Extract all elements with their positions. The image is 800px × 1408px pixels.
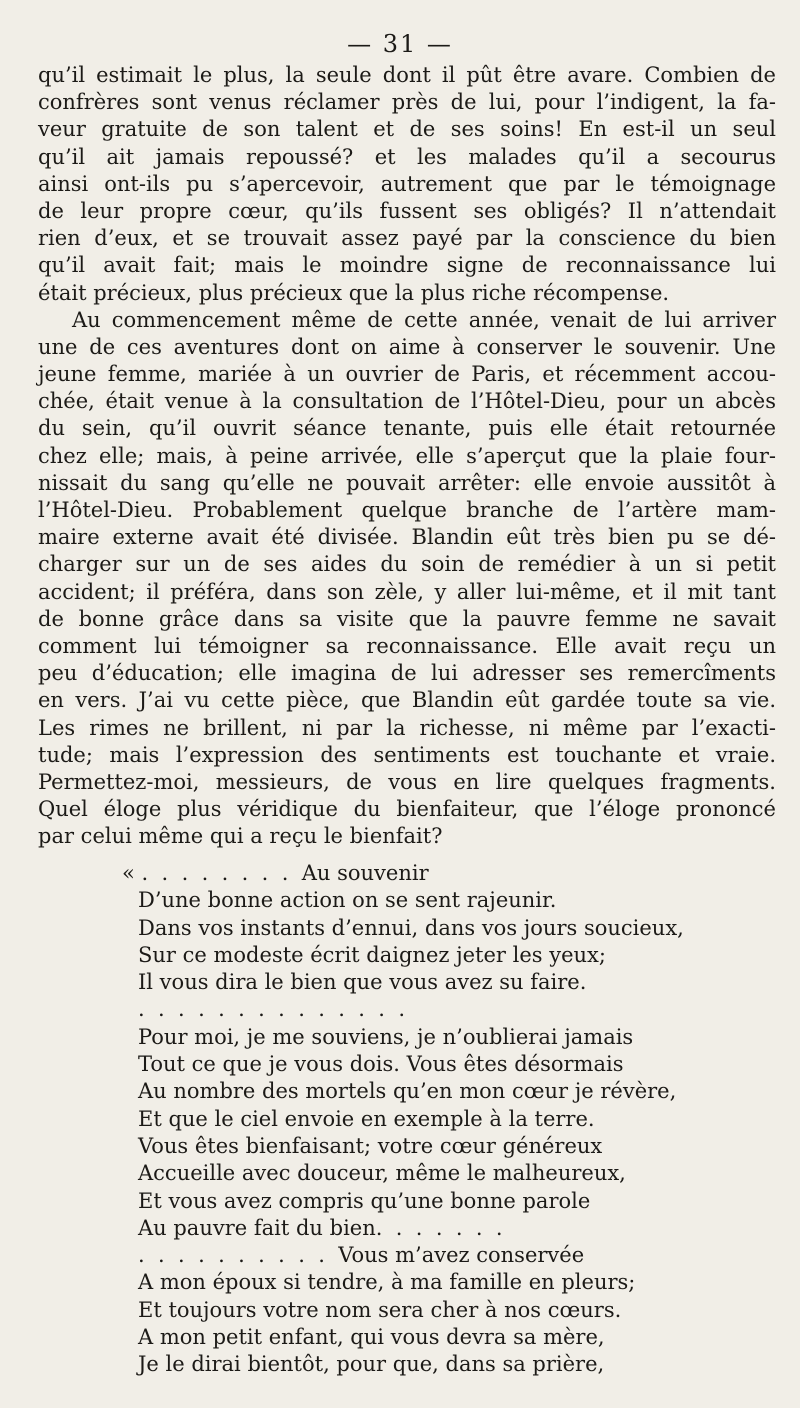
text-line: qu’il ait jamais repoussé? et les malades qu’il a secourus (38, 144, 776, 169)
text-line: était précieux, plus précieux que la plus riche récompense. (38, 280, 670, 305)
text-line: Les rimes ne brillent, ni par la richesse, ni même par l’exacti- (38, 715, 776, 740)
text-line: maire externe avait été divisée. Blandin eût très bien pu se dé- (38, 525, 776, 550)
text-line: Quel éloge plus véridique du bienfaiteur, que l’éloge prononcé (38, 797, 776, 822)
text-line: comment lui témoigner sa reconnaissance. Elle avait reçu un (38, 633, 776, 658)
text-line: chée, était venue à la consultation de l’Hôtel-Dieu, pour un abcès (38, 389, 776, 414)
verse-line: D’une bonne action on se sent rajeunir. (138, 888, 557, 913)
verse-line: Vous êtes bienfaisant; votre cœur généreux (138, 1133, 603, 1158)
text-line: confrères sont venus réclamer près de lui, pour l’indigent, la fa- (38, 90, 776, 115)
ellipsis-line: . . . . . . . . . . . . . . (138, 997, 406, 1022)
text-line: charger sur un de ses aides du soin de remédier à un si petit (38, 552, 776, 577)
prose-body (38, 62, 776, 850)
text-line: rien d’eux, et se trouvait assez payé par la conscience du bien (38, 226, 776, 251)
text-line: du sein, qu’il ouvrit séance tenante, puis elle était retournée (38, 416, 776, 441)
text-line: jeune femme, mariée à un ouvrier de Paris, et récemment accou- (38, 362, 776, 387)
text-line: qu’il avait fait; mais le moindre signe de reconnaissance lui (38, 253, 776, 278)
text-line: peu d’éducation; elle imagina de lui adresser ses remercîments (38, 661, 776, 686)
verse-line: Et que le ciel envoie en exemple à la terre. (138, 1106, 595, 1131)
text-line: nissait du sang qu’elle ne pouvait arrêter: elle envoie aussitôt à (38, 470, 776, 495)
verse-line: « . . . . . . . . Au souvenir (122, 861, 429, 885)
text-line: tude; mais l’expression des sentiments est touchante et vraie. (38, 742, 776, 767)
verse-line: Pour moi, je me souviens, je n’oublierai jamais (138, 1024, 634, 1049)
page-number: — 31 — (347, 30, 453, 58)
verse-line: Tout ce que je vous dois. Vous êtes désormais (138, 1052, 624, 1077)
text-line: accident; il préféra, dans son zèle, y aller lui-même, et il mit tant (38, 579, 776, 604)
verse-line: A mon petit enfant, qui vous devra sa mère, (138, 1325, 605, 1350)
text-line: de bonne grâce dans sa visite que la pauvre femme ne savait (38, 606, 776, 631)
text-line: en vers. J’ai vu cette pièce, que Blandin eût gardée toute sa vie. (38, 688, 776, 713)
verse-line: Au nombre des mortels qu’en mon cœur je révère, (138, 1079, 677, 1104)
verse-line: Et toujours votre nom sera cher à nos cœurs. (138, 1297, 622, 1322)
text-line: par celui même qui a reçu le bienfait? (38, 824, 443, 849)
verse-line: Sur ce modeste écrit daignez jeter les yeux; (138, 942, 606, 967)
verse-line: . . . . . . . . . . Vous m’avez conservée (138, 1243, 585, 1268)
verse-line: Dans vos instants d’ennui, dans vos jours soucieux, (138, 915, 684, 940)
verse-line: Je le dirai bientôt, pour que, dans sa prière, (138, 1352, 605, 1377)
verse-line: Au pauvre fait du bien. . . . . . . (138, 1215, 503, 1240)
text-line: qu’il estimait le plus, la seule dont il pût être avare. Combien de (38, 63, 776, 87)
poem-excerpt (122, 860, 778, 1379)
text-line: de leur propre cœur, qu’ils fussent ses obligés? Il n’attendait (38, 198, 776, 223)
verse-line: Il vous dira le bien que vous avez su faire. (138, 970, 587, 995)
text-line: ainsi ont-ils pu s’apercevoir, autrement que par le témoignage (38, 171, 776, 196)
text-line: l’Hôtel-Dieu. Probablement quelque branche de l’artère mam- (38, 498, 776, 522)
text-line: veur gratuite de son talent et de ses soins! En est-il un seul (38, 117, 776, 142)
verse-line: A mon époux si tendre, à ma famille en pleurs; (138, 1270, 636, 1295)
text-line: une de ces aventures dont on aime à conserver le souvenir. Une (38, 334, 776, 359)
verse-line: Accueille avec douceur, même le malheureux, (138, 1161, 626, 1186)
verse-line: Et vous avez compris qu’une bonne parole (138, 1188, 591, 1213)
text-line: Permettez-moi, messieurs, de vous en lire quelques fragments. (38, 769, 776, 794)
text-line: chez elle; mais, à peine arrivée, elle s’aperçut que la plaie four- (38, 443, 776, 468)
text-line: Au commencement même de cette année, venait de lui arriver (72, 307, 776, 332)
